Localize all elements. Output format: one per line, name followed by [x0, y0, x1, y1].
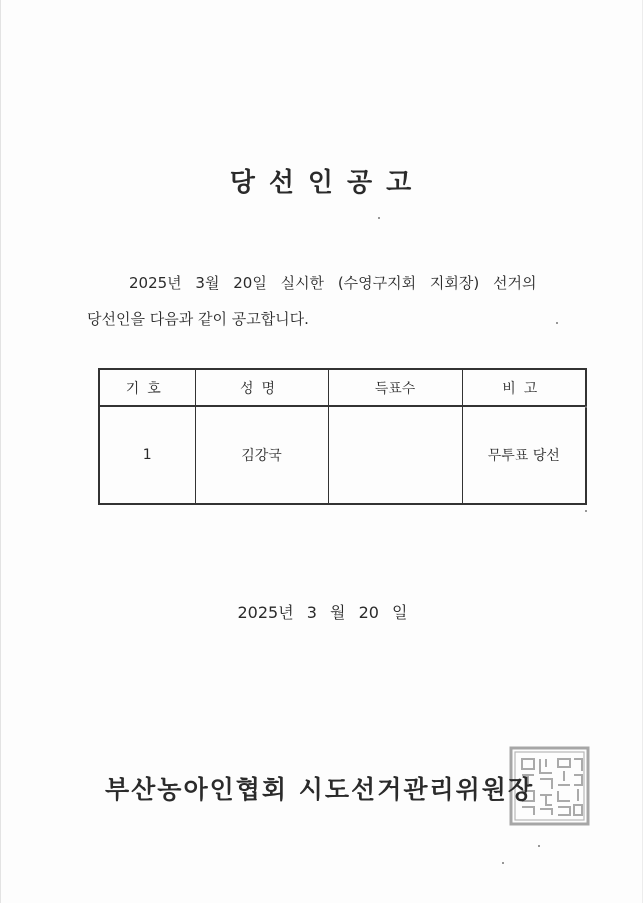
cell-name: 김강국 [195, 406, 328, 504]
cell-votes [328, 406, 462, 504]
scan-speck [585, 406, 587, 408]
table-header-row [99, 369, 586, 406]
scan-speck [378, 217, 380, 219]
election-result-table [98, 368, 587, 505]
scan-speck [556, 322, 558, 324]
header-votes: 득표수 [328, 369, 462, 406]
announcement-text-line-2: 당선인을 다음과 같이 공고합니다. [87, 310, 309, 328]
scan-speck [538, 845, 540, 847]
header-name: 성명 [195, 369, 328, 406]
scan-speck [502, 862, 504, 864]
scan-speck [585, 510, 587, 512]
header-remarks: 비고 [462, 369, 586, 406]
document-title: 당선인공고 [229, 168, 426, 198]
announcement-text-line-1: 2025년 3월 20일 실시한 (수영구지회 지회장) 선거의 [129, 274, 537, 292]
issuer-name: 부산농아인협회 시도선거관리위원장 [105, 775, 535, 804]
header-number: 기호 [99, 369, 195, 406]
announcement-date: 2025년 3 월 20 일 [237, 603, 408, 622]
table-row [99, 406, 586, 504]
cell-number: 1 [99, 406, 195, 504]
cell-remarks: 무투표 당선 [462, 406, 586, 504]
